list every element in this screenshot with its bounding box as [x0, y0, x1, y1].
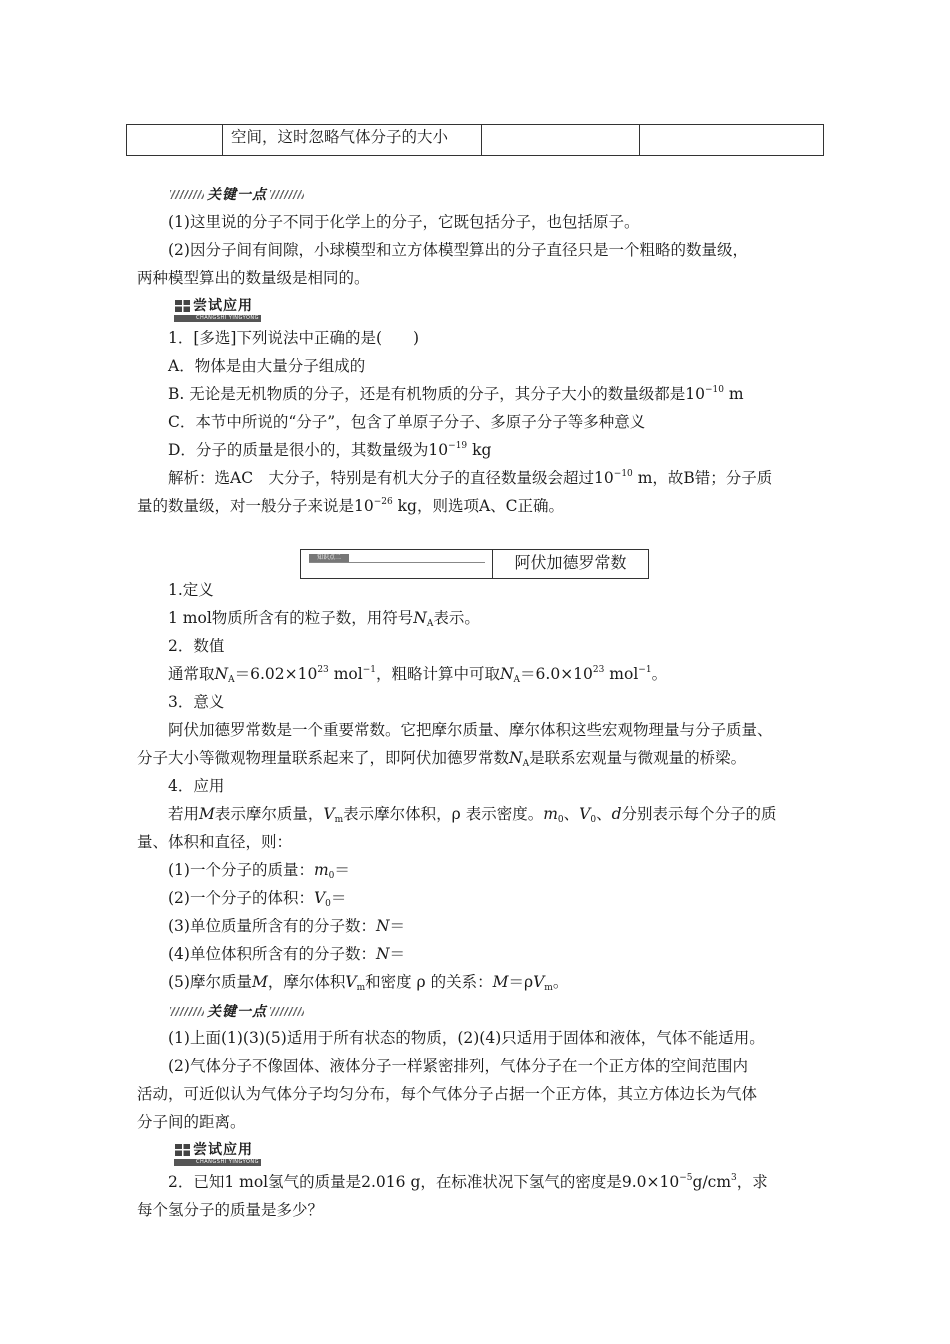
section-tag: 知识点二: [309, 554, 349, 562]
formula-item: (2)一个分子的体积：$V_0=$: [168, 889, 347, 909]
option-d: D．分子的质量是很小的，其数量级为$10^{-19}$ kg: [168, 441, 492, 459]
hatch-decoration-icon: [170, 190, 204, 199]
keypoint-label: 关键一点: [207, 1004, 267, 1020]
option-c: C．本节中所说的“分子”，包含了单原子分子、多原子分子等多种意义: [168, 413, 646, 431]
paragraph: 量、体积和直径，则：: [137, 833, 293, 851]
try-apply-sublabel: CHANGSHI YINGYONG: [174, 315, 261, 322]
formula-item: (5)摩尔质量M，摩尔体积$V_m$和密度 ρ 的关系：$M=\rho V_m$。: [168, 973, 569, 993]
answer-explanation: 解析：选AC 大分子，特别是有机大分子的直径数量级会超过$10^{-10}$ m，故B错；分子质: [168, 469, 773, 487]
question-stem: 2．已知1 mol氢气的质量是2.016 g，在标准状况下氢气的密度是$9.0\times 10^{-5}g/cm^3$，求: [168, 1173, 768, 1191]
formula-item: (4)单位体积所含有的分子数：N＝: [168, 945, 406, 963]
grid-icon: [175, 1144, 190, 1156]
question-stem-cont: 每个氢分子的质量是多少？: [137, 1201, 324, 1219]
divider: [309, 562, 485, 563]
table-cell: [127, 125, 223, 156]
question-stem: 1．[多选]下列说法中正确的是( ): [168, 329, 420, 347]
paragraph: (1)这里说的分子不同于化学上的分子，它既包括分子，也包括原子。: [168, 213, 640, 231]
subheading: 4．应用: [168, 777, 225, 795]
continued-table: [126, 124, 824, 156]
table-cell: [640, 125, 824, 156]
paragraph: (2)气体分子不像固体、液体分子一样紧密排列，气体分子在一个正方体的空间范围内: [168, 1057, 748, 1075]
hatch-decoration-icon: [170, 1007, 204, 1016]
paragraph: (2)因分子间有间隙，小球模型和立方体模型算出的分子直径只是一个粗略的数量级，: [168, 241, 748, 259]
try-apply-heading: [172, 297, 262, 325]
paragraph: 分子间的距离。: [137, 1113, 246, 1131]
option-a: A．物体是由大量分子组成的: [168, 357, 366, 375]
subheading: 2．数值: [168, 637, 225, 655]
subheading: 3．意义: [168, 693, 225, 711]
try-apply-sublabel: CHANGSHI YINGYONG: [174, 1159, 261, 1166]
paragraph: 若用M表示摩尔质量，$V_m$表示摩尔体积，ρ 表示密度。$m_0$、$V_0$、d分别表示每个分子的质: [168, 805, 777, 825]
try-apply-heading: [172, 1141, 262, 1169]
grid-icon: [175, 300, 190, 312]
paragraph: 活动，可近似认为气体分子均匀分布，每个气体分子占据一个正方体，其立方体边长为气体: [137, 1085, 758, 1103]
paragraph: 分子大小等微观物理量联系起来了，即阿伏加德罗常数$N_A$是联系宏观量与微观量的桥梁。: [137, 749, 747, 769]
paragraph: 1 mol物质所含有的粒子数，用符号$N_A$表示。: [168, 609, 480, 629]
section-heading: [300, 549, 649, 579]
table-row: [127, 125, 824, 156]
keypoint-heading: [170, 184, 304, 204]
section-title: 阿伏加德罗常数: [514, 553, 627, 572]
hatch-decoration-icon: [270, 190, 304, 199]
keypoint-label: 关键一点: [207, 187, 267, 203]
hatch-decoration-icon: [270, 1007, 304, 1016]
option-b: B. 无论是无机物质的分子，还是有机物质的分子，其分子大小的数量级都是$10^{-10}$ m: [168, 385, 744, 403]
formula-item: (1)一个分子的质量：$m_0=$: [168, 861, 350, 881]
table-cell: [482, 125, 640, 156]
paragraph: 阿伏加德罗常数是一个重要常数。它把摩尔质量、摩尔体积这些宏观物理量与分子质量、: [168, 721, 773, 739]
paragraph: (1)上面(1)(3)(5)适用于所有状态的物质，(2)(4)只适用于固体和液体，气体不能适用。: [168, 1029, 765, 1047]
table-cell: 空间，这时忽略气体分子的大小: [223, 125, 482, 156]
try-apply-label: 尝试应用: [193, 1142, 253, 1158]
try-apply-label: 尝试应用: [193, 298, 253, 314]
paragraph: 两种模型算出的数量级是相同的。: [137, 269, 370, 287]
paragraph: 通常取$N_A=6.02\times 10^{23}$ mol$^{-1}$，粗略计算中可取$N_A=6.0\times 10^{23}$ mol$^{-1}$。: [168, 665, 668, 685]
answer-explanation-cont: 量的数量级，对一般分子来说是$10^{-26}$ kg，则选项A、C正确。: [137, 497, 565, 515]
keypoint-heading: [170, 1001, 304, 1021]
subheading: 1.定义: [168, 581, 214, 599]
formula-item: (3)单位质量所含有的分子数：N＝: [168, 917, 406, 935]
